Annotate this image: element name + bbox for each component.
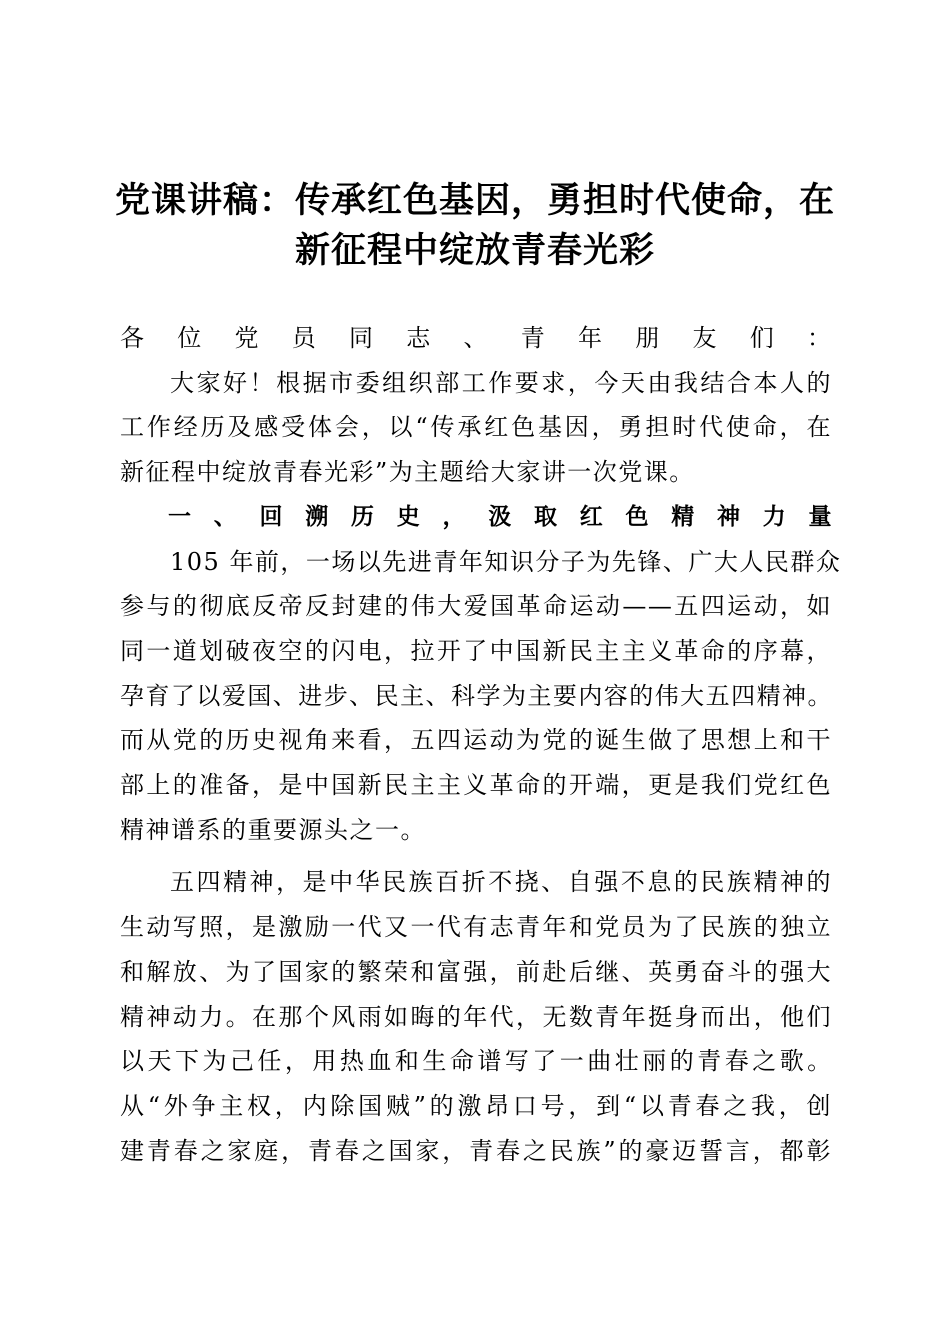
document-body <box>120 316 842 1173</box>
text-line: 生动写照，是激励一代又一代有志青年和党员为了民族的独立 <box>120 913 832 942</box>
text-line: 建青春之家庭，青春之国家，青春之民族”的豪迈誓言，都彰 <box>120 1136 832 1165</box>
text-line: 而从党的历史视角来看，五四运动为党的诞生做了思想上和干 <box>120 726 832 755</box>
text-line: 大家好！根据市委组织部工作要求，今天由我结合本人的 <box>170 368 832 397</box>
section-heading <box>120 495 832 540</box>
text-line: 孕育了以爱国、进步、民主、科学为主要内容的伟大五四精神。 <box>120 681 832 710</box>
text-line: 同一道划破夜空的闪电，拉开了中国新民主主义革命的序幕， <box>120 636 832 665</box>
title-line: 新征程中绽放青春光彩 <box>294 230 655 271</box>
text-line: 五四精神，是中华民族百折不挠、自强不息的民族精神的 <box>170 868 832 897</box>
section-heading-text: 一、回溯历史，汲取红色精神力量 <box>168 503 832 530</box>
text-line: 精神谱系的重要源头之一。 <box>120 815 426 844</box>
title-line: 党课讲稿：传承红色基因，勇担时代使命，在 <box>114 180 835 221</box>
salutation <box>120 316 832 361</box>
text-line: 参与的彻底反帝反封建的伟大爱国革命运动——五四运动，如 <box>120 592 832 621</box>
intro-paragraph <box>120 361 832 495</box>
text-line: 和解放、为了国家的繁荣和富强，前赴后继、英勇奋斗的强大 <box>120 957 832 986</box>
paragraph-2 <box>120 860 832 1173</box>
text-line: 105 年前，一场以先进青年知识分子为先锋、广大人民群众 <box>170 547 842 576</box>
document-title <box>100 176 850 276</box>
text-line: 从“外争主权，内除国贼”的激昂口号，到“以青春之我，创 <box>120 1091 832 1120</box>
text-line: 工作经历及感受体会，以“传承红色基因，勇担时代使命，在 <box>120 413 832 442</box>
text-line: 新征程中绽放青春光彩”为主题给大家讲一次党课。 <box>120 458 695 487</box>
text-line: 精神动力。在那个风雨如晦的年代，无数青年挺身而出，他们 <box>120 1002 832 1031</box>
salutation-line: 各位党员同志、青年朋友们： <box>120 324 832 352</box>
paragraph-1 <box>120 540 842 853</box>
text-line: 部上的准备，是中国新民主主义革命的开端，更是我们党红色 <box>120 771 832 800</box>
text-line: 以天下为己任，用热血和生命谱写了一曲壮丽的青春之歌。 <box>120 1047 832 1076</box>
